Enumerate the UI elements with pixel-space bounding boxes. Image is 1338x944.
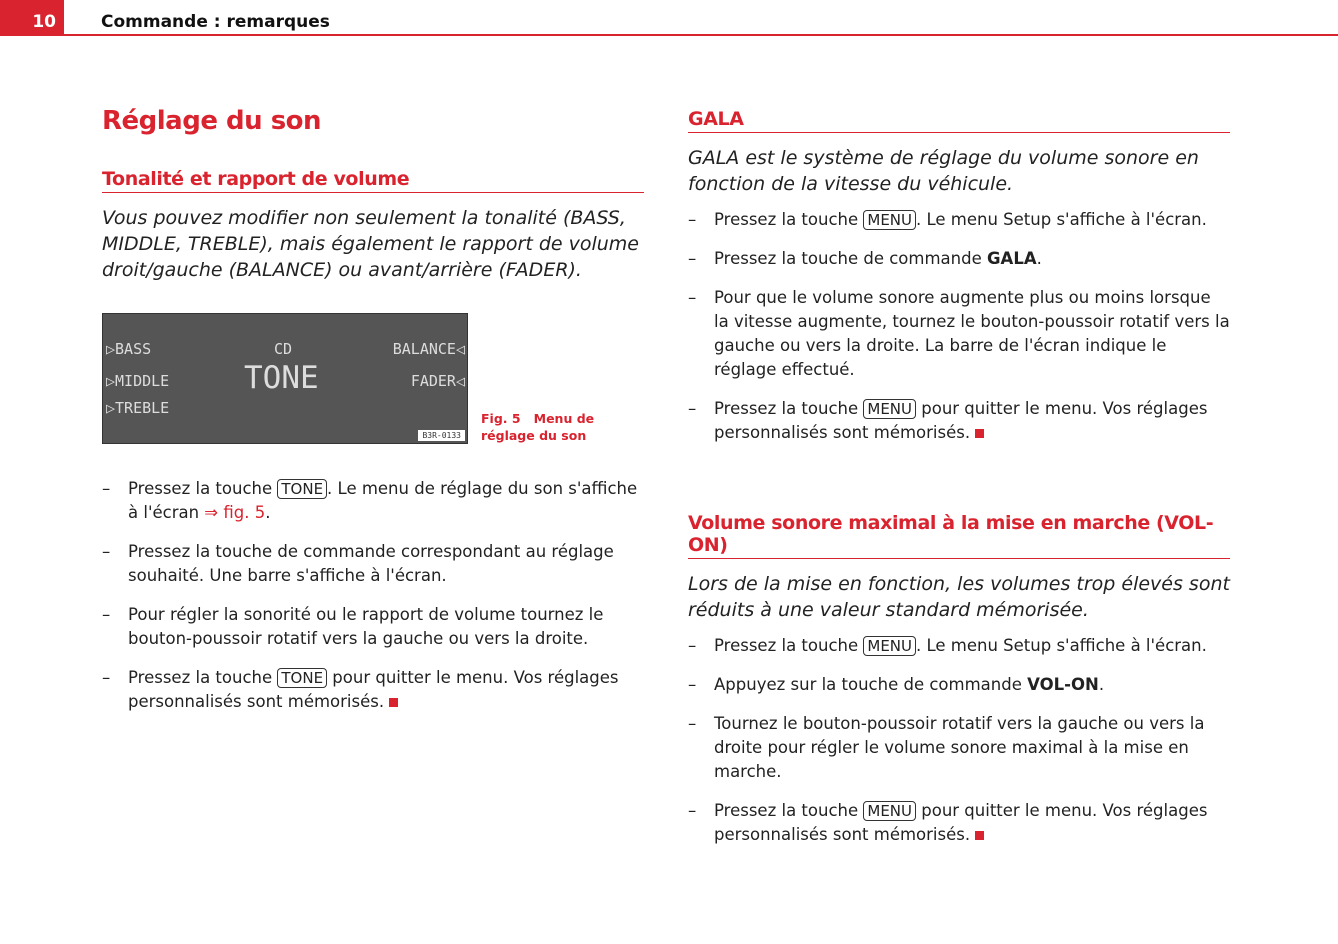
instruction-step [688, 397, 1230, 445]
instruction-step [688, 634, 1230, 658]
key-label: MENU [863, 399, 916, 419]
step-text: Pressez la touche [714, 210, 864, 229]
instruction-step [102, 666, 644, 714]
step-text: . Le menu de réglage du son s'affiche à l'écran [128, 479, 638, 522]
key-label: MENU [863, 801, 916, 821]
header-rule [64, 34, 1338, 36]
end-marker-icon [389, 698, 398, 707]
control-name: VOL-ON [1027, 675, 1099, 694]
step-text: . [265, 503, 271, 522]
lcd-middle: ▷MIDDLE [106, 372, 170, 390]
instruction-step [688, 712, 1230, 784]
step-text: Pressez la touche [714, 801, 864, 820]
control-name: GALA [987, 249, 1037, 268]
page-title: Réglage du son [102, 106, 322, 136]
caption-text: Menu de réglage du son [481, 411, 595, 443]
step-text: Pressez la touche de commande correspondant au réglage souhaité. Une barre s'affiche à l'écran. [128, 542, 614, 585]
step-text: Appuyez sur la touche de commande [714, 675, 1028, 694]
lcd-fader: FADER◁ [410, 372, 465, 390]
left-bullets [102, 462, 644, 714]
section-heading: Tonalité et rapport de volume [102, 168, 644, 193]
caption-number: Fig. 5 [481, 411, 521, 426]
lcd-balance: BALANCE◁ [392, 340, 465, 358]
figure-id: B3R-0133 [418, 430, 465, 441]
figure-caption [481, 410, 641, 444]
step-text: Pour régler la sonorité ou le rapport de volume tournez le bouton-poussoir rotatif vers la gauche ou vers la droite. [128, 605, 604, 648]
figure-link[interactable]: ⇒ fig. 5 [204, 503, 266, 522]
gala-section [688, 108, 1230, 445]
left-column [102, 106, 644, 283]
key-label: TONE [277, 668, 327, 688]
step-text: pour quitter le menu. Vos réglages personnalisés sont mémorisés. [714, 399, 1208, 442]
end-marker-icon [975, 429, 984, 438]
lcd-bass: ▷BASS [106, 340, 152, 358]
step-text: . [1036, 249, 1042, 268]
instruction-step [688, 247, 1230, 271]
instruction-step [102, 540, 644, 588]
instruction-step [688, 208, 1230, 232]
lcd-tone: TONE [244, 360, 319, 396]
instruction-step [688, 673, 1230, 697]
gala-bullets [688, 208, 1230, 445]
instruction-step [688, 799, 1230, 847]
end-marker-icon [975, 831, 984, 840]
step-text: Pour que le volume sonore augmente plus ou moins lorsque la vitesse augmente, tournez le bouton-poussoir rotatif vers la gauche ou vers la droite. La barre de l'écran indique le réglage effectué. [714, 288, 1230, 379]
key-label: TONE [277, 479, 327, 499]
step-text: Pressez la touche [128, 479, 278, 498]
instruction-step [102, 603, 644, 651]
step-text: . [1098, 675, 1105, 694]
step-text: . Le menu Setup s'affiche à l'écran. [916, 636, 1207, 655]
volon-intro: Lors de la mise en fonction, les volumes trop élevés sont réduits à une valeur standard mémorisée. [688, 573, 1230, 621]
gala-intro: GALA est le système de réglage du volume sonore en fonction de la vitesse du véhicule. [688, 147, 1199, 195]
step-text: pour quitter le menu. Vos réglages personnalisés sont mémorisés. [128, 668, 619, 711]
step-text: Pressez la touche [128, 668, 278, 687]
step-text: Pressez la touche [714, 399, 864, 418]
page-number: 10 [0, 0, 64, 36]
step-text: Pressez la touche de commande [714, 249, 987, 268]
section-intro: Vous pouvez modifier non seulement la tonalité (BASS, MIDDLE, TREBLE), mais également le rapport de volume droit/gauche (BALANCE) ou avant/arrière (FADER). [102, 207, 640, 281]
step-text: . Le menu Setup s'affiche à l'écran. [916, 210, 1207, 229]
step-text: pour quitter le menu. Vos réglages personnalisés sont mémorisés. [714, 801, 1208, 844]
key-label: MENU [863, 636, 916, 656]
lcd-cd: CD [274, 340, 293, 358]
lcd-treble: ▷TREBLE [106, 399, 170, 417]
volon-section [688, 512, 1230, 847]
step-text: Tournez le bouton-poussoir rotatif vers la gauche ou vers la droite pour régler le volume sonore maximal à la mise en marche. [714, 714, 1205, 781]
volon-bullets [688, 634, 1230, 847]
instruction-step [688, 286, 1230, 382]
volon-heading: Volume sonore maximal à la mise en marche (VOL-ON) [688, 512, 1230, 559]
gala-heading: GALA [688, 108, 1230, 133]
figure-tone-display [102, 313, 468, 444]
running-header: Commande : remarques [101, 12, 330, 32]
key-label: MENU [863, 210, 916, 230]
step-text: Pressez la touche [714, 636, 864, 655]
instruction-step [102, 477, 644, 525]
